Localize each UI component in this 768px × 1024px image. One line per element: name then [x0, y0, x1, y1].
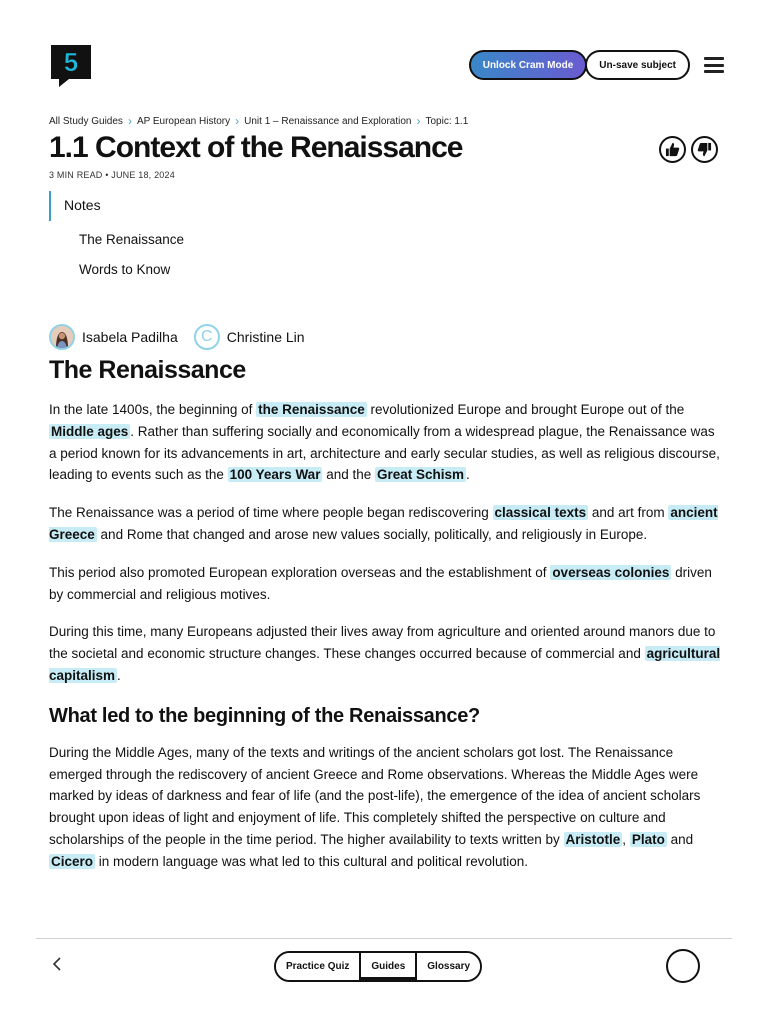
breadcrumb-item-unit[interactable]: Unit 1 – Renaissance and Exploration	[244, 115, 412, 127]
article-body	[49, 356, 723, 889]
person-photo-icon	[51, 326, 73, 348]
hamburger-icon[interactable]	[704, 57, 724, 73]
text: This period also promoted European exploration overseas and the establishment of	[49, 564, 551, 580]
glossary-term[interactable]: Cicero	[51, 853, 94, 869]
glossary-term[interactable]: 100 Years War	[229, 467, 321, 483]
text: and Rome that changed and arose new values socially, politically, and religiously in Europe.	[96, 526, 648, 542]
paragraph	[49, 621, 723, 686]
site-header	[49, 40, 724, 92]
toc-item-the-renaissance[interactable]: The Renaissance	[79, 232, 185, 247]
breadcrumb	[49, 114, 468, 128]
tab-guides[interactable]: Guides	[361, 953, 417, 980]
toc-item-words-to-know[interactable]: Words to Know	[79, 262, 171, 277]
table-of-contents	[49, 191, 349, 281]
glossary-term[interactable]: the Renaissance	[258, 402, 365, 417]
glossary-term[interactable]: ancient Greece	[49, 505, 718, 542]
chevron-right-icon: ›	[127, 114, 132, 128]
tab-glossary[interactable]: Glossary	[417, 953, 480, 980]
avatar[interactable]	[49, 324, 75, 350]
thumbs-up-button[interactable]	[659, 136, 686, 163]
text: .	[117, 667, 121, 683]
avatar-initial: C	[200, 328, 213, 345]
text: During the Middle Ages, many of the texts and writings of the ancient scholars got lost. The Renaissance emerged through the rediscovery of ancient Greece and Rome observations. Whereas the Middle Ages were marked by ideas of darkness and fear of life (and the post-life), the emergence of the idea of ancient scholars brought upon ideas of light and enjoyment of life. This completely shifted the perspective on culture and scholarships of the people in the time period. The higher availability to texts written by	[49, 744, 701, 847]
study-tabs	[274, 951, 482, 982]
vote-buttons	[659, 136, 718, 163]
bottom-nav-bar	[36, 938, 732, 998]
thumbs-up-icon	[665, 142, 680, 157]
text: In the late 1400s, the beginning of	[49, 402, 257, 417]
breadcrumb-item-subject[interactable]: AP European History	[136, 115, 231, 127]
article-meta: 3 MIN READ • JUNE 18, 2024	[49, 170, 175, 180]
paragraph	[49, 742, 723, 873]
text: ,	[622, 831, 630, 847]
glossary-term[interactable]: Middle ages	[51, 423, 129, 439]
text: in modern language was what led to this cultural and political revolution.	[95, 853, 529, 869]
menu-bar	[704, 64, 724, 67]
glossary-term[interactable]: Great Schism	[377, 467, 465, 483]
chevron-left-icon[interactable]	[52, 957, 62, 976]
chevron-right-icon: ›	[416, 114, 421, 128]
breadcrumb-item-study-guides[interactable]: All Study Guides	[49, 115, 123, 127]
author-name[interactable]: Christine Lin	[226, 329, 305, 345]
thumbs-down-icon	[697, 142, 712, 157]
menu-bar	[704, 70, 724, 73]
author-name[interactable]: Isabela Padilha	[82, 329, 178, 345]
paragraph	[49, 399, 723, 486]
subsection-heading: What led to the beginning of the Renaissance?	[49, 704, 480, 727]
text: During this time, many Europeans adjusted their lives away from agriculture and oriented around manors due to the societal and economic structure changes. These changes occurred because of commercial and	[49, 624, 716, 662]
glossary-term[interactable]: Aristotle	[565, 831, 621, 847]
section-heading: The Renaissance	[49, 356, 246, 384]
thumbs-down-button[interactable]	[691, 136, 718, 163]
avatar[interactable]	[194, 324, 220, 350]
text: revolutionized Europe and brought Europe out of the	[366, 402, 685, 417]
author-list	[49, 324, 321, 350]
unsave-subject-button[interactable]: Un-save subject	[585, 50, 690, 80]
text: and the	[322, 467, 375, 483]
text: driven by commercial and religious motives.	[49, 564, 712, 602]
text: The Renaissance was a period of time where people began rediscovering	[49, 505, 493, 521]
breadcrumb-item-topic[interactable]: Topic: 1.1	[425, 115, 469, 127]
paragraph	[49, 502, 723, 546]
glossary-term[interactable]: classical texts	[494, 505, 587, 521]
logo-digit: 5	[63, 47, 79, 77]
text: . Rather than suffering socially and economically from a widespread plague, the Renaissance was a period known for its advancements in art, architecture and early secular studies, as well as religious discourse, leading to events such as the	[49, 423, 720, 483]
toc-notes-link[interactable]: Notes	[49, 191, 349, 221]
glossary-term[interactable]: agricultural capitalism	[49, 646, 721, 683]
tab-practice-quiz[interactable]: Practice Quiz	[276, 953, 361, 980]
menu-bar	[704, 57, 724, 60]
text: .	[466, 467, 470, 483]
header-actions	[469, 50, 724, 80]
fiveable-logo[interactable]	[49, 43, 93, 87]
chat-bubble-icon[interactable]	[666, 949, 700, 983]
glossary-term[interactable]: Plato	[631, 831, 665, 847]
chevron-right-icon: ›	[235, 114, 240, 128]
paragraph	[49, 562, 723, 606]
page-title: 1.1 Context of the Renaissance	[49, 131, 463, 164]
text: and	[666, 831, 694, 847]
text: and art from	[588, 505, 669, 521]
unlock-cram-mode-button[interactable]: Unlock Cram Mode	[469, 50, 588, 80]
glossary-term[interactable]: overseas colonies	[552, 564, 670, 580]
